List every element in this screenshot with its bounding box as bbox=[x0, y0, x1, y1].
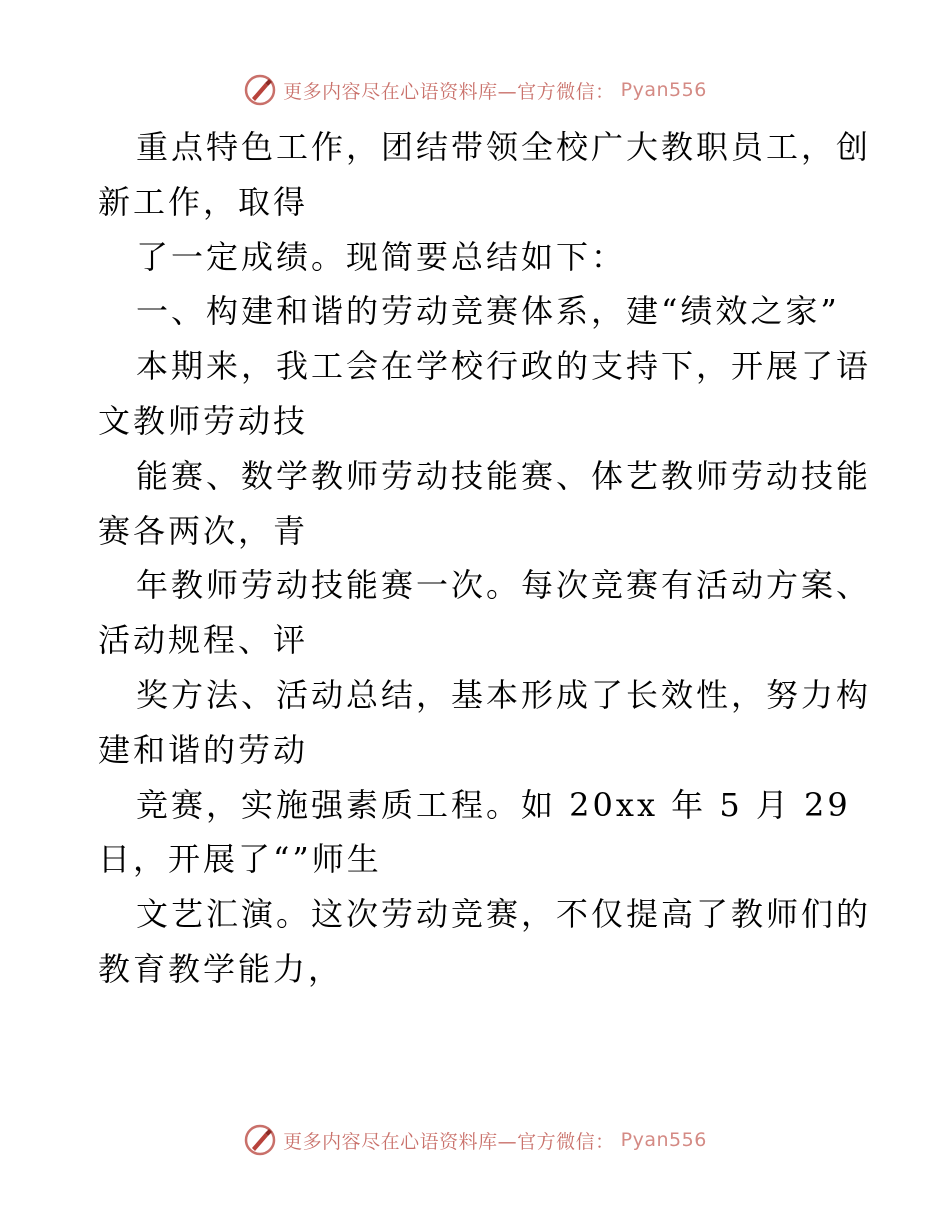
text-line: 一、构建和谐的劳动竞赛体系，建“绩效之家” bbox=[136, 292, 840, 331]
text-line: 文艺汇演。这次劳动竞赛，不仅提高了教师们的 bbox=[136, 895, 872, 934]
header-watermark bbox=[0, 72, 950, 108]
text-line: 建和谐的劳动 bbox=[98, 730, 309, 769]
text-line: 奖方法、活动总结，基本形成了长效性，努力构 bbox=[136, 675, 872, 714]
text-line: 本期来，我工会在学校行政的支持下，开展了语 bbox=[136, 347, 872, 386]
text-line: 竞赛，实施强素质工程。如 20xx 年 5 月 29 bbox=[136, 785, 851, 824]
text-line: 赛各两次，青 bbox=[98, 511, 309, 550]
footer-watermark bbox=[0, 1122, 950, 1158]
watermark-wechat-id: Pyan556 bbox=[620, 1129, 707, 1151]
watermark-text: 更多内容尽在心语资料库—官方微信： bbox=[283, 80, 615, 103]
text-line: 文教师劳动技 bbox=[98, 401, 309, 440]
pen-logo-icon bbox=[243, 1123, 277, 1157]
watermark-text: 更多内容尽在心语资料库—官方微信： bbox=[283, 1130, 615, 1153]
pen-logo-icon bbox=[243, 73, 277, 107]
text-line: 年教师劳动技能赛一次。每次竞赛有活动方案、 bbox=[136, 566, 872, 605]
text-line: 了一定成绩。现简要总结如下： bbox=[136, 237, 627, 276]
text-line: 教育教学能力， bbox=[98, 949, 344, 988]
document-body bbox=[98, 120, 872, 997]
text-line: 日，开展了“”师生 bbox=[98, 840, 382, 879]
text-line: 新工作，取得 bbox=[98, 182, 309, 221]
text-line: 重点特色工作，团结带领全校广大教职员工，创 bbox=[136, 128, 872, 166]
text-line: 能赛、数学教师劳动技能赛、体艺教师劳动技能 bbox=[136, 456, 872, 495]
text-line: 活动规程、评 bbox=[98, 621, 309, 660]
watermark-wechat-id: Pyan556 bbox=[620, 79, 707, 101]
